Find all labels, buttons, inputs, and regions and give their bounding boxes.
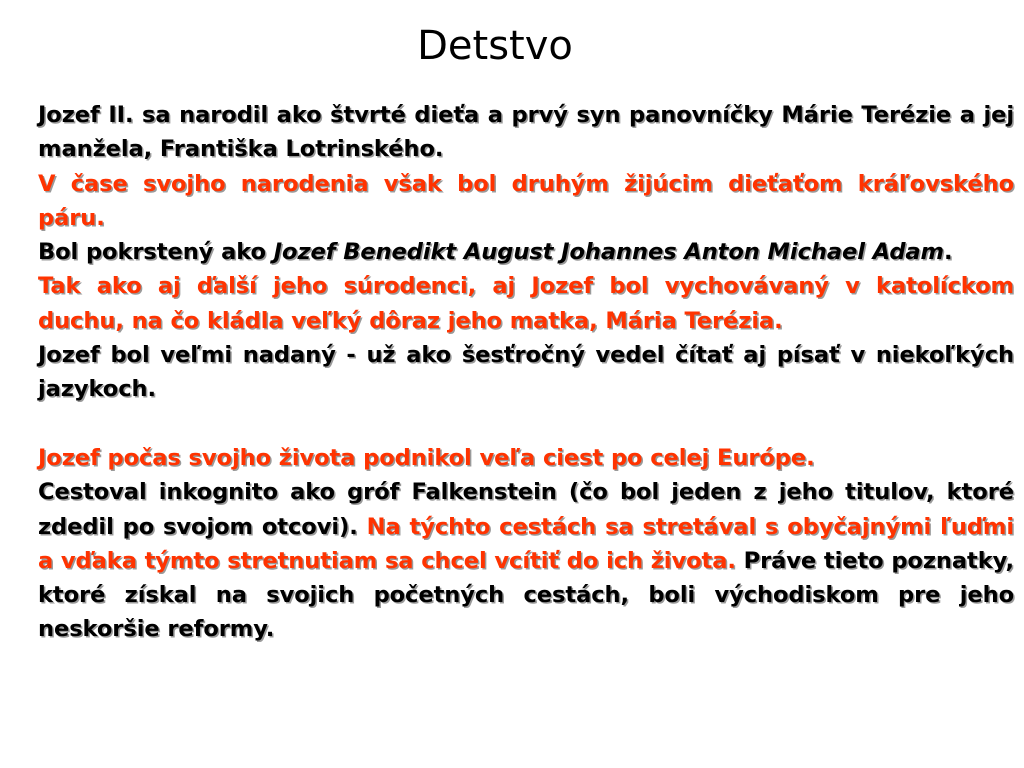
paragraph-text: sa narodil ako štvrté dieťa a prvý syn panovníčky Márie Terézie a jej manžela, Františka Lotrinského. [38,102,1014,163]
paragraph-incognito [38,475,1014,646]
slide-body [38,98,1014,647]
paragraph-birth [38,98,1014,167]
highlighted-text: Na týchto cestách sa stretával s obyčajnými ľuďmi a vďaka týmto stretnutiam sa chcel vcítiť do ich života. [38,513,1014,574]
slide-title: Detstvo [417,23,573,69]
paragraph-text: Bol pokrstený ako [38,239,274,266]
paragraph-second-child: V čase svojho narodenia však bol druhým žijúcim dieťaťom kráľovského páru. [38,170,1014,231]
spacer [38,407,1014,441]
paragraph-travels: Jozef počas svojho života podnikol veľa ciest po celej Európe. [38,444,815,471]
full-name: Jozef Benedikt August Johannes Anton Michael Adam [273,239,944,266]
paragraph-text: . [944,239,953,266]
paragraph-talent: Jozef bol veľmi nadaný - už ako šesťročný vedel čítať aj písať v niekoľkých jazykoch. [38,342,1014,403]
paragraph-text: Práve tieto poznatky, ktoré získal na svojich početných cestách, boli východiskom pre jeho neskoršie reformy. [38,547,1014,643]
name-lead: Jozef II. [38,102,134,128]
paragraph-text: Cestoval inkognito ako gróf Falkenstein (čo bol jeden z jeho titulov, ktoré zdedil po svojom otcovi). [38,479,1014,540]
paragraph-baptism [38,235,1014,269]
paragraph-upbringing: Tak ako aj ďalší jeho súrodenci, aj Jozef bol vychovávaný v katolíckom duchu, na čo kládla veľký dôraz jeho matka, Mária Terézia. [38,273,1014,334]
